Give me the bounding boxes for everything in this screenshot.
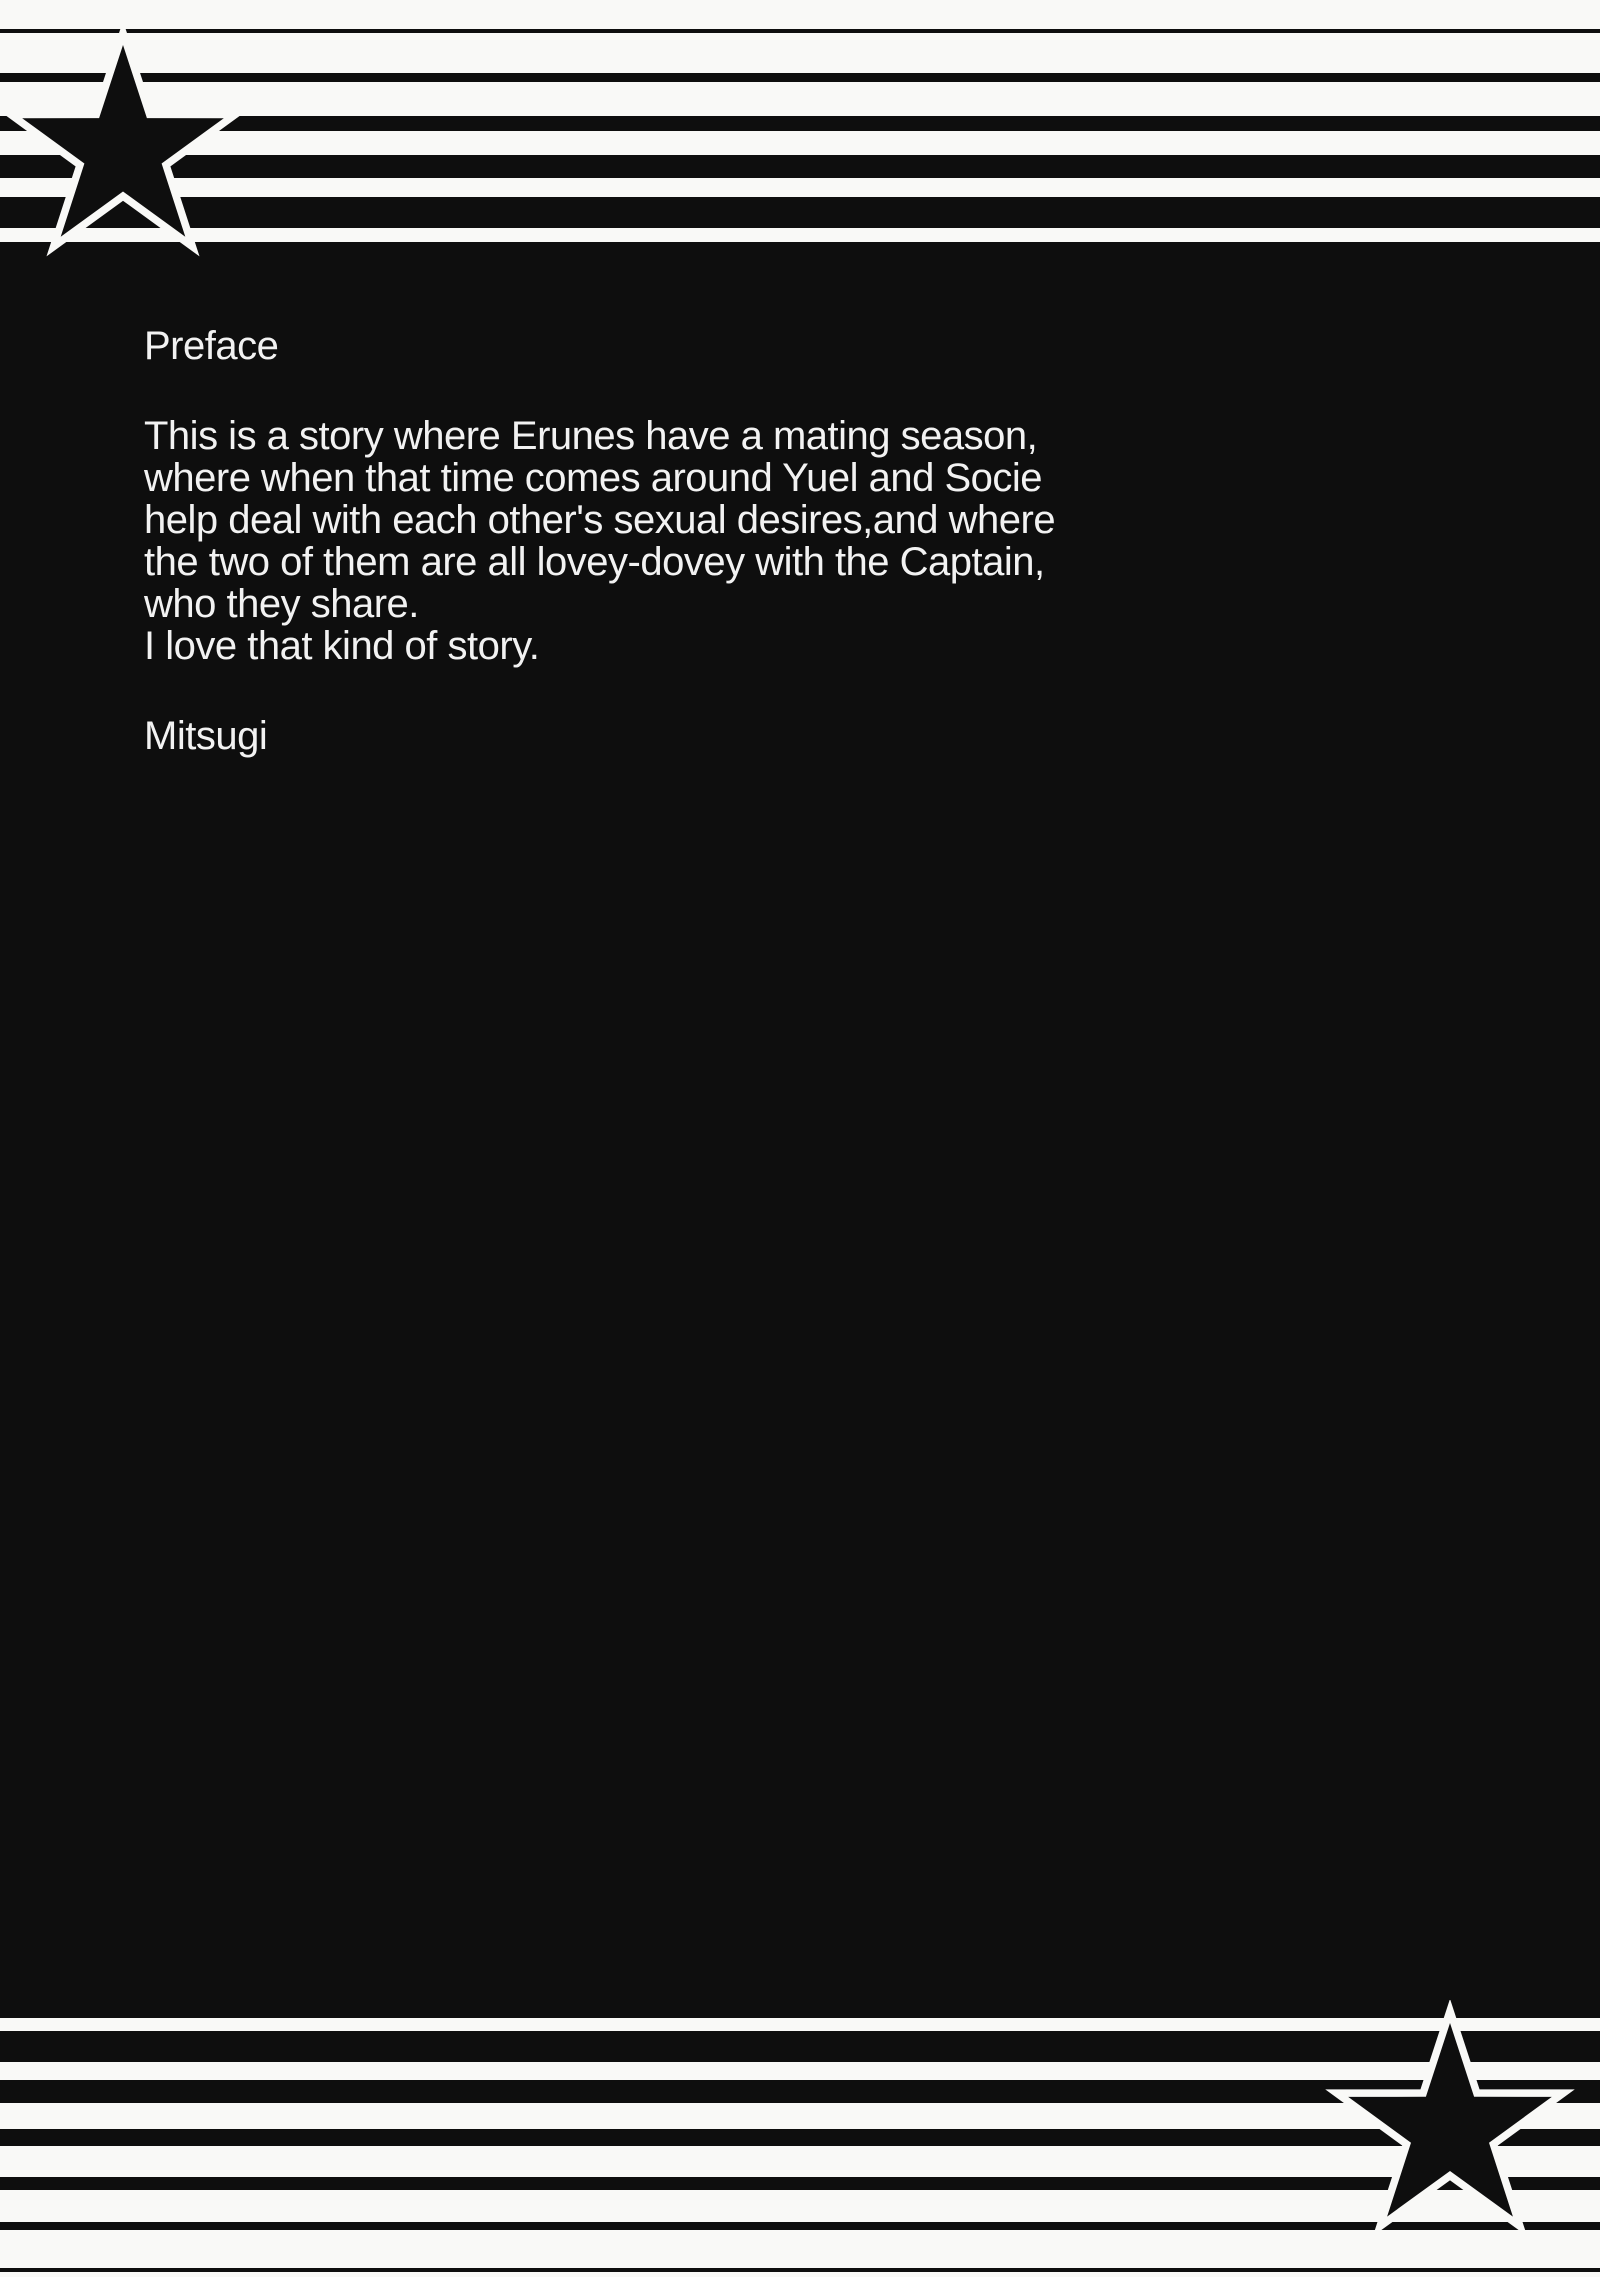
star-icon <box>1320 2000 1580 2260</box>
preface-body <box>144 415 1055 667</box>
bottom-stripe-6 <box>0 2268 1600 2272</box>
preface-heading: Preface <box>144 324 279 368</box>
preface-body-line: help deal with each other's sexual desires,and where <box>144 498 1056 542</box>
preface-body-line: who they share. <box>144 582 419 626</box>
star-icon <box>0 21 253 281</box>
preface-body-line: This is a story where Erunes have a mating season, <box>144 414 1038 458</box>
star-shape <box>22 45 224 237</box>
author-name: Mitsugi <box>144 714 268 758</box>
star-shape <box>1348 2023 1552 2217</box>
preface-text <box>144 325 1055 757</box>
preface-body-line: the two of them are all lovey-dovey with the Captain, <box>144 540 1045 584</box>
preface-body-line: where when that time comes around Yuel and Socie <box>144 456 1043 500</box>
preface-body-line: I love that kind of story. <box>144 624 540 668</box>
